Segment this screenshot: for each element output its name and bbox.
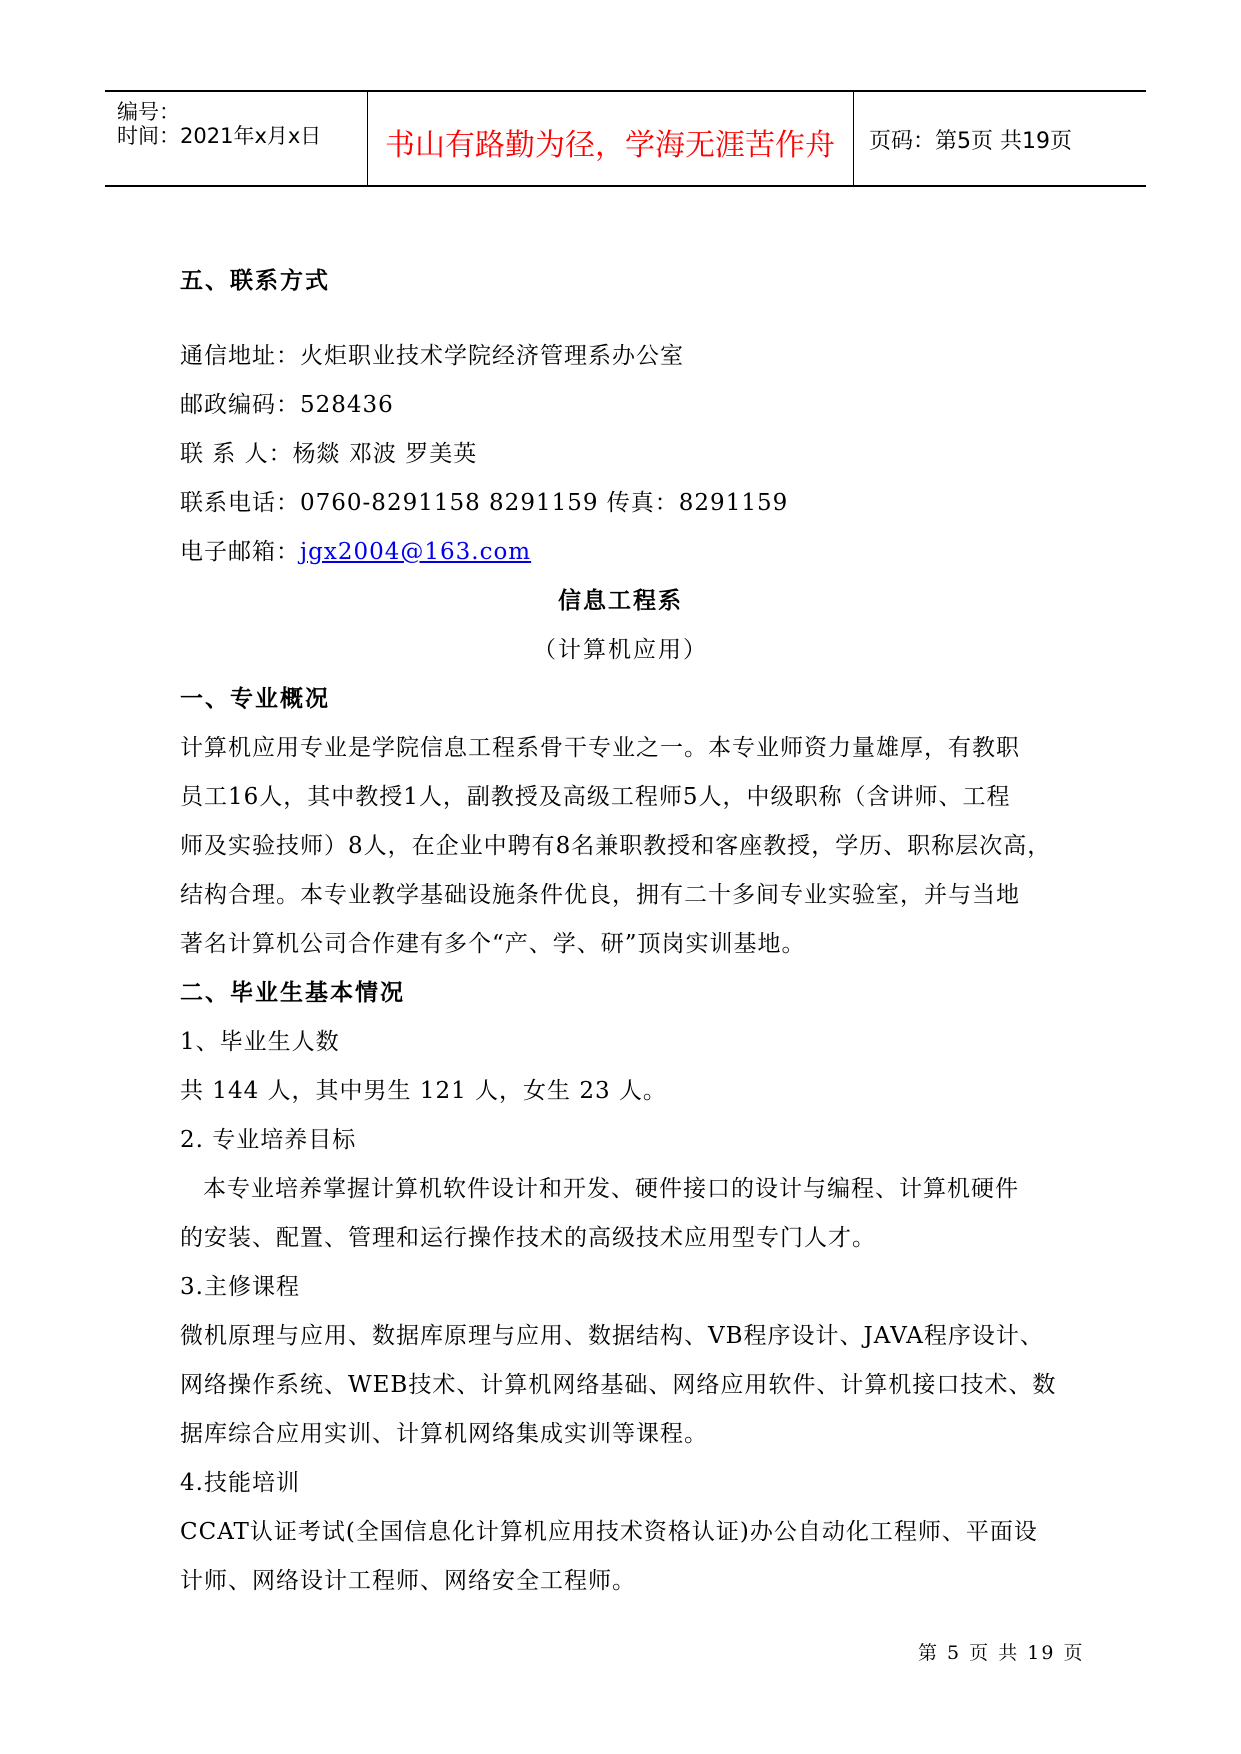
page-footer: 第 5 页 共 19 页: [918, 1642, 1085, 1664]
courses-line: 网络操作系统、WEB技术、计算机网络基础、网络应用软件、计算机接口技术、数: [180, 1372, 1057, 1398]
section1-paragraph-line: 师及实验技师）8人，在企业中聘有8名兼职教授和客座教授，学历、职称层次高，: [180, 833, 1052, 859]
training-goal-line: 的安装、配置、管理和运行操作技术的高级技术应用型专门人才。: [180, 1225, 876, 1251]
skills-line: 计师、网络设计工程师、网络安全工程师。: [180, 1568, 636, 1594]
training-goal-subheading: 2. 专业培养目标: [180, 1127, 357, 1153]
department-subtitle: （计算机应用）: [533, 637, 708, 663]
contact-postcode: 邮政编码：528436: [180, 392, 394, 418]
header-right-cell: [855, 92, 1146, 185]
email-link[interactable]: jgx2004@163.com: [300, 539, 532, 565]
contact-persons: 联 系 人：杨燚 邓波 罗美英: [180, 441, 478, 467]
section1-paragraph-line: 员工16人，其中教授1人，副教授及高级工程师5人，中级职称（含讲师、工程: [180, 784, 1011, 810]
section1-paragraph-line: 计算机应用专业是学院信息工程系骨干专业之一。本专业师资力量雄厚，有教职: [180, 735, 1020, 761]
page-number-label: 页码：第5页 共19页: [869, 129, 1072, 154]
contact-email-row: [180, 533, 531, 566]
graduate-count-subheading: 1、毕业生人数: [180, 1029, 340, 1055]
contact-address: 通信地址：火炬职业技术学院经济管理系办公室: [180, 343, 684, 369]
contact-phone: 联系电话：0760-8291158 8291159 传真：8291159: [180, 490, 789, 516]
section1-paragraph-line: 结构合理。本专业教学基础设施条件优良，拥有二十多间专业实验室，并与当地: [180, 882, 1020, 908]
section1-heading: 一、专业概况: [180, 686, 330, 712]
training-goal-line: 本专业培养掌握计算机软件设计和开发、硬件接口的设计与编程、计算机硬件: [203, 1176, 1019, 1202]
department-title: 信息工程系: [558, 588, 683, 614]
serial-number-label: 编号：: [117, 100, 180, 124]
skills-subheading: 4.技能培训: [180, 1470, 300, 1496]
header-left-cell: [105, 92, 368, 185]
motto: 书山有路勤为径，学海无涯苦作舟: [385, 128, 835, 163]
section2-heading: 二、毕业生基本情况: [180, 980, 405, 1006]
header-center-cell: [367, 92, 854, 185]
courses-line: 据库综合应用实训、计算机网络集成实训等课程。: [180, 1421, 708, 1447]
date-label: 时间：2021年x月x日: [117, 124, 322, 148]
section1-paragraph-line: 著名计算机公司合作建有多个“产、学、研”顶岗实训基地。: [180, 931, 806, 957]
skills-line: CCAT认证考试(全国信息化计算机应用技术资格认证)办公自动化工程师、平面设: [180, 1519, 1038, 1545]
contact-heading: 五、联系方式: [180, 268, 330, 294]
courses-subheading: 3.主修课程: [180, 1274, 300, 1300]
courses-line: 微机原理与应用、数据库原理与应用、数据结构、VB程序设计、JAVA程序设计、: [180, 1323, 1044, 1349]
email-label: 电子邮箱：: [180, 539, 300, 565]
header-table: [105, 90, 1146, 187]
graduate-count-line: 共 144 人，其中男生 121 人，女生 23 人。: [180, 1078, 667, 1104]
